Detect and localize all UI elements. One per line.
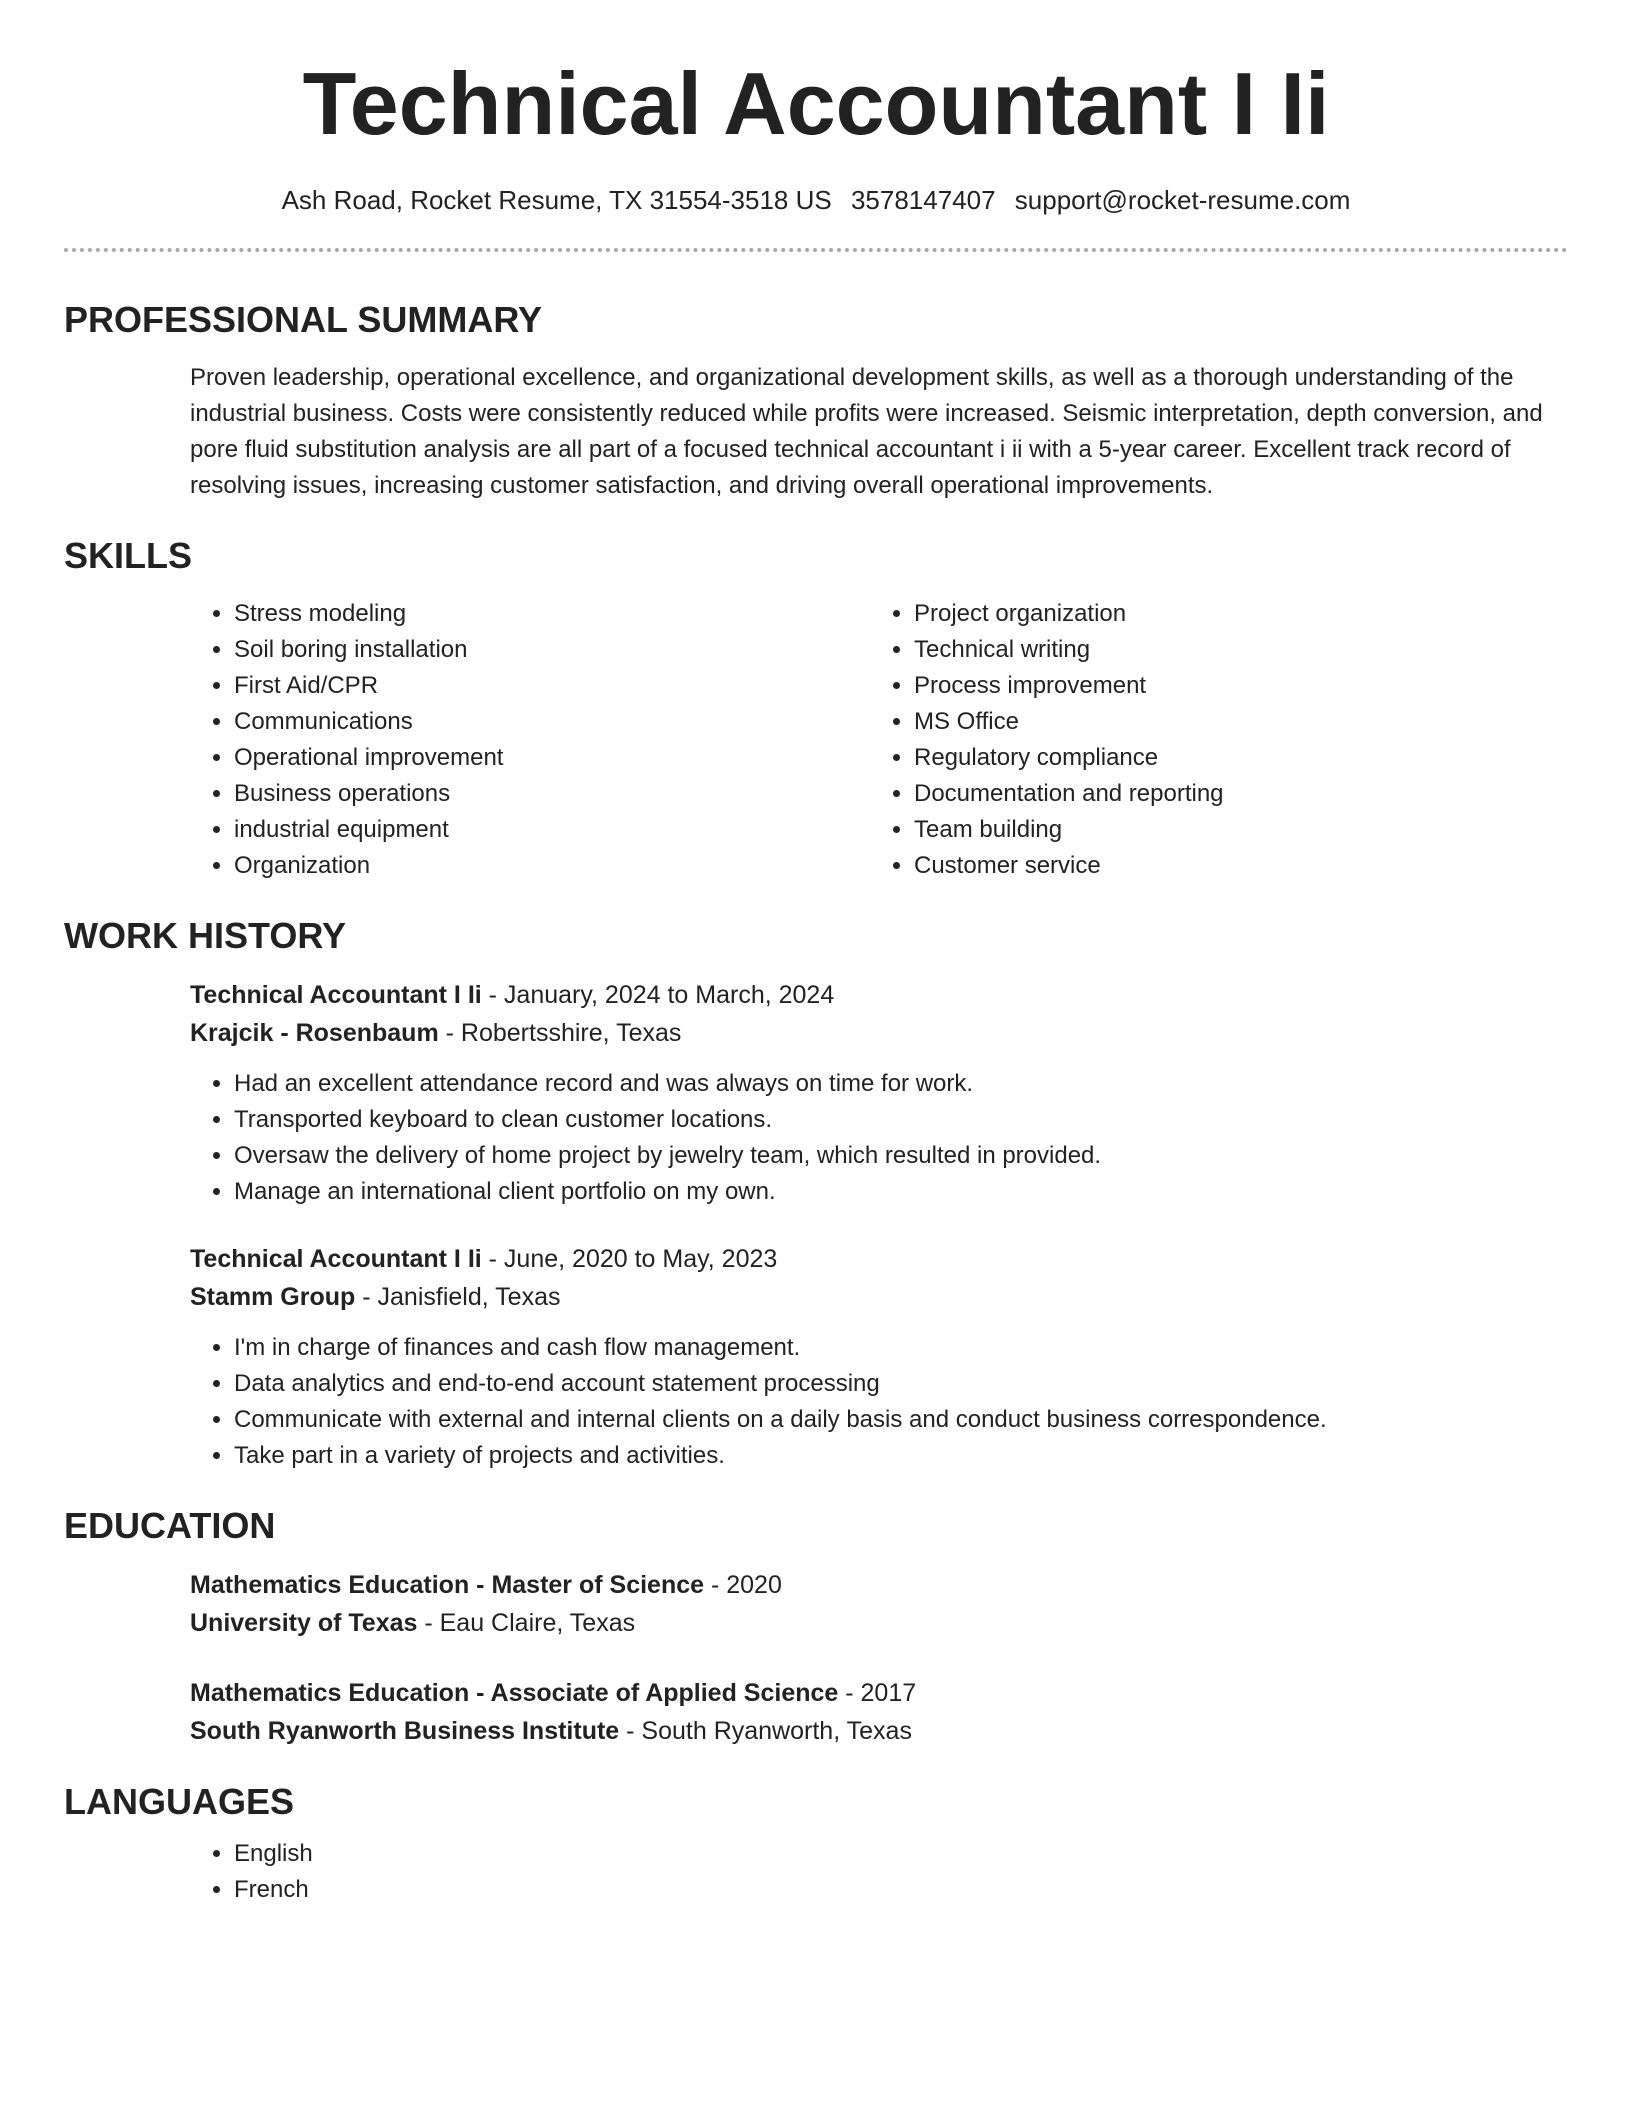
contact-email: support@rocket-resume.com xyxy=(1014,185,1351,215)
education-degree: Mathematics Education - Associate of Applied Science xyxy=(190,1679,839,1707)
education-year: - 2017 xyxy=(838,1679,917,1707)
job-bullet: • Communicate with external and internal clients on a daily basis and conduct business correspondence. xyxy=(234,1402,1568,1438)
skills-title: SKILLS xyxy=(64,535,193,576)
languages-title: LANGUAGES xyxy=(64,1781,295,1822)
education-entry xyxy=(190,1566,1568,1642)
summary-title: PROFESSIONAL SUMMARY xyxy=(64,299,543,340)
summary-text: Proven leadership, operational excellence, and organizational development skills, as well as a thorough understanding of the industrial business. Costs were consistently reduced while profits were increased. Seismic interpretation, depth conversion, and pore fluid substitution analysis are all part of a focused technical accountant i ii with a 5-year career. Excellent track record of resolving issues, increasing customer satisfaction, and driving overall operational improvements. xyxy=(190,364,1543,499)
job-bullet: • I'm in charge of finances and cash flow management. xyxy=(234,1330,1568,1366)
job-position: Technical Accountant I Ii xyxy=(190,1245,482,1273)
job-position: Technical Accountant I Ii xyxy=(190,981,482,1009)
job-location: - Robertsshire, Texas xyxy=(438,1019,682,1047)
contact-phone: 3578147407 xyxy=(850,185,996,215)
skill-item: • Documentation and reporting xyxy=(914,776,1550,812)
languages-body xyxy=(190,1836,1568,1908)
skill-item: • Business operations xyxy=(234,776,870,812)
work-title: WORK HISTORY xyxy=(64,915,347,956)
contact-address: Ash Road, Rocket Resume, TX 31554-3518 US xyxy=(281,185,832,215)
education-degree: Mathematics Education - Master of Science xyxy=(190,1571,705,1599)
work-section xyxy=(64,914,1568,1474)
language-item: • French xyxy=(234,1872,1568,1908)
header-divider xyxy=(64,248,1568,252)
education-degree-line xyxy=(190,1566,1568,1604)
contact-line xyxy=(64,182,1568,218)
skill-item: • Stress modeling xyxy=(234,596,870,632)
education-location: - Eau Claire, Texas xyxy=(417,1609,636,1637)
job-bullet: • Oversaw the delivery of home project by jewelry team, which resulted in provided. xyxy=(234,1138,1568,1174)
job-dates: - January, 2024 to March, 2024 xyxy=(481,981,835,1009)
skills-column-left xyxy=(190,596,870,884)
summary-body xyxy=(190,360,1568,504)
job-entry xyxy=(190,976,1568,1210)
education-section xyxy=(64,1504,1568,1750)
skill-item: • Communications xyxy=(234,704,870,740)
job-company: Krajcik - Rosenbaum xyxy=(190,1019,439,1047)
job-location: - Janisfield, Texas xyxy=(355,1283,561,1311)
job-bullet: • Take part in a variety of projects and activities. xyxy=(234,1438,1568,1474)
job-entry xyxy=(190,1240,1568,1474)
skill-item: • Project organization xyxy=(914,596,1550,632)
skill-item: • Operational improvement xyxy=(234,740,870,776)
skills-column-right xyxy=(870,596,1550,884)
education-degree-line xyxy=(190,1674,1568,1712)
skill-item: • industrial equipment xyxy=(234,812,870,848)
skill-item: • Process improvement xyxy=(914,668,1550,704)
job-title-line xyxy=(190,1240,1568,1278)
education-school: University of Texas xyxy=(190,1609,418,1637)
education-school-line xyxy=(190,1604,1568,1642)
language-item: • English xyxy=(234,1836,1568,1872)
education-location: - South Ryanworth, Texas xyxy=(619,1717,912,1745)
job-title-line xyxy=(190,976,1568,1014)
skill-item: • Technical writing xyxy=(914,632,1550,668)
job-company-line xyxy=(190,1278,1568,1316)
skill-item: • Organization xyxy=(234,848,870,884)
job-bullets xyxy=(190,1330,1568,1474)
skills-section xyxy=(64,534,1568,884)
resume-page xyxy=(64,0,1568,1908)
education-year: - 2020 xyxy=(704,1571,782,1599)
job-bullet: • Transported keyboard to clean customer locations. xyxy=(234,1102,1568,1138)
job-company-line xyxy=(190,1014,1568,1052)
skill-item: • Customer service xyxy=(914,848,1550,884)
languages-section xyxy=(64,1780,1568,1908)
education-title: EDUCATION xyxy=(64,1505,276,1546)
skill-item: • Soil boring installation xyxy=(234,632,870,668)
job-bullets xyxy=(190,1066,1568,1210)
summary-section xyxy=(64,298,1568,504)
skill-item: • First Aid/CPR xyxy=(234,668,870,704)
education-school-line xyxy=(190,1712,1568,1750)
job-company: Stamm Group xyxy=(190,1283,356,1311)
skill-item: • Team building xyxy=(914,812,1550,848)
skills-grid xyxy=(190,596,1568,884)
job-bullet: • Manage an international client portfolio on my own. xyxy=(234,1174,1568,1210)
job-bullet: • Data analytics and end-to-end account statement processing xyxy=(234,1366,1568,1402)
skill-item: • Regulatory compliance xyxy=(914,740,1550,776)
skill-item: • MS Office xyxy=(914,704,1550,740)
resume-name: Technical Accountant I Ii xyxy=(302,54,1330,153)
job-bullet: • Had an excellent attendance record and was always on time for work. xyxy=(234,1066,1568,1102)
job-dates: - June, 2020 to May, 2023 xyxy=(481,1245,778,1273)
education-entry xyxy=(190,1674,1568,1750)
education-school: South Ryanworth Business Institute xyxy=(190,1717,620,1745)
